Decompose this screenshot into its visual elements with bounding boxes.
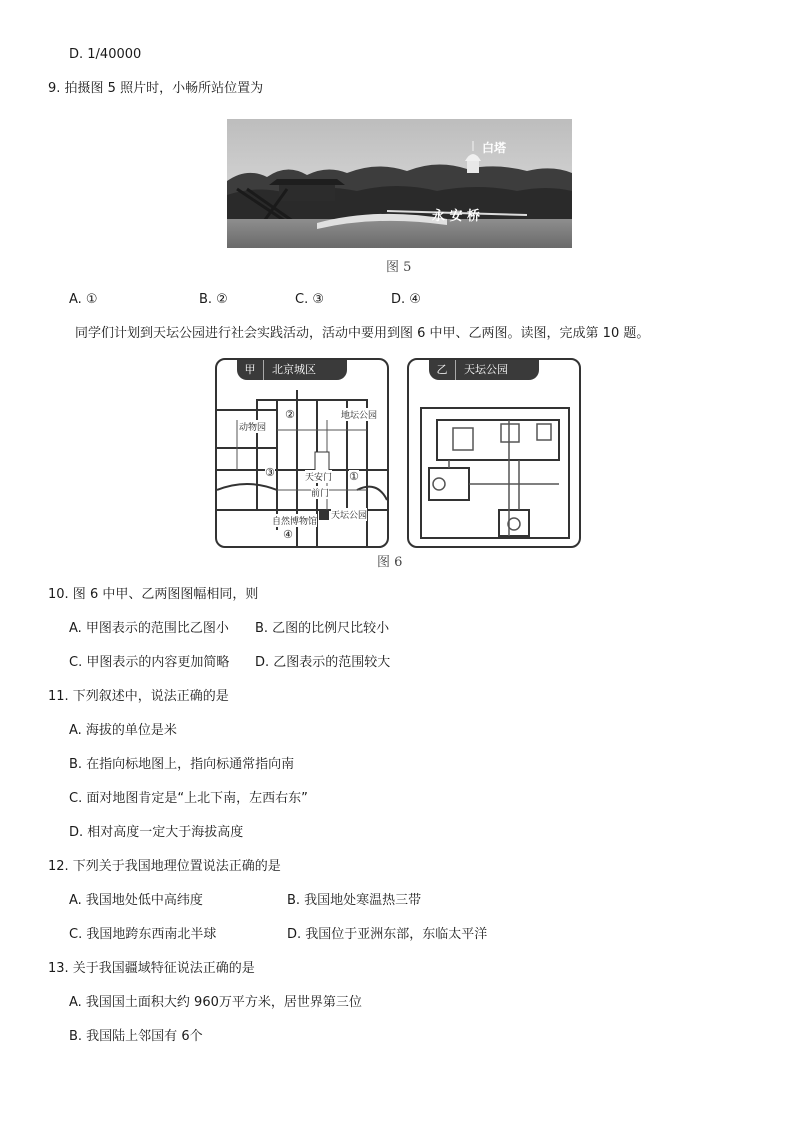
figure-5-photo xyxy=(227,119,572,248)
label-tiananmen: 天安门 xyxy=(305,470,332,483)
q9-option-a: A. ① xyxy=(69,292,98,307)
q10-option-b: B. 乙图的比例尺比较小 xyxy=(255,621,390,636)
q12-option-b: B. 我国地处寒温热三带 xyxy=(287,893,422,908)
q10-stem: 10. 图 6 中甲、乙两图图幅相同，则 xyxy=(48,587,259,602)
label-ditan-park: 地坛公园 xyxy=(341,408,377,421)
map-jia xyxy=(215,358,389,548)
map-jia-tab xyxy=(237,360,347,380)
q11-stem: 11. 下列叙述中，说法正确的是 xyxy=(48,689,229,704)
marker-2: ② xyxy=(285,408,295,421)
q9-option-c: C. ③ xyxy=(295,292,324,307)
label-temple-of-heaven: 天坛公园 xyxy=(331,508,367,521)
map-yi-title: 天坛公园 xyxy=(464,363,508,376)
q13-stem: 13. 关于我国疆域特征说法正确的是 xyxy=(48,961,255,976)
q12-option-c: C. 我国地跨东西南北半球 xyxy=(69,927,217,942)
q10-option-a: A. 甲图表示的范围比乙图小 xyxy=(69,621,229,636)
q9-option-d: D. ④ xyxy=(391,292,421,307)
map-yi-lead: 乙 xyxy=(429,360,456,380)
marker-4: ④ xyxy=(283,528,293,541)
q11-option-d: D. 相对高度一定大于海拔高度 xyxy=(69,825,244,840)
label-qianmen: 前门 xyxy=(311,486,329,499)
q12-option-a: A. 我国地处低中高纬度 xyxy=(69,893,203,908)
q10-option-c: C. 甲图表示的内容更加简略 xyxy=(69,655,230,670)
figure-6-caption: 图 6 xyxy=(377,555,403,570)
label-zoo: 动物园 xyxy=(239,420,266,433)
q12-stem: 12. 下列关于我国地理位置说法正确的是 xyxy=(48,859,281,874)
q11-option-a: A. 海拔的单位是米 xyxy=(69,723,177,738)
map-yi-tab xyxy=(429,360,539,380)
map-yi xyxy=(407,358,581,548)
q8-option-d: D. 1/40000 xyxy=(69,47,142,62)
q13-option-b: B. 我国陆上邻国有 6个 xyxy=(69,1029,203,1044)
q9-stem: 9. 拍摄图 5 照片时，小畅所站位置为 xyxy=(48,81,264,96)
label-natural-history-museum: 自然博物馆 xyxy=(272,514,317,527)
q13-option-a: A. 我国国土面积大约 960万平方米，居世界第三位 xyxy=(69,995,362,1010)
q12-option-d: D. 我国位于亚洲东部，东临太平洋 xyxy=(287,927,488,942)
q11-option-c: C. 面对地图肯定是“上北下南，左西右东” xyxy=(69,791,308,806)
bridge-label: 永 安 桥 xyxy=(432,209,481,224)
q10-option-d: D. 乙图表示的范围较大 xyxy=(255,655,391,670)
marker-3: ③ xyxy=(265,466,275,479)
q9-option-b: B. ② xyxy=(199,292,228,307)
map-jia-title: 北京城区 xyxy=(272,363,316,376)
intro-text: 同学们计划到天坛公园进行社会实践活动，活动中要用到图 6 中甲、乙两图。读图，完成第 10 题。 xyxy=(75,326,650,341)
figure-5-caption: 图 5 xyxy=(386,260,412,275)
q11-option-b: B. 在指向标地图上，指向标通常指向南 xyxy=(69,757,295,772)
marker-1: ① xyxy=(349,470,359,483)
tower-label: 白塔 xyxy=(482,141,507,155)
map-jia-lead: 甲 xyxy=(237,360,264,380)
